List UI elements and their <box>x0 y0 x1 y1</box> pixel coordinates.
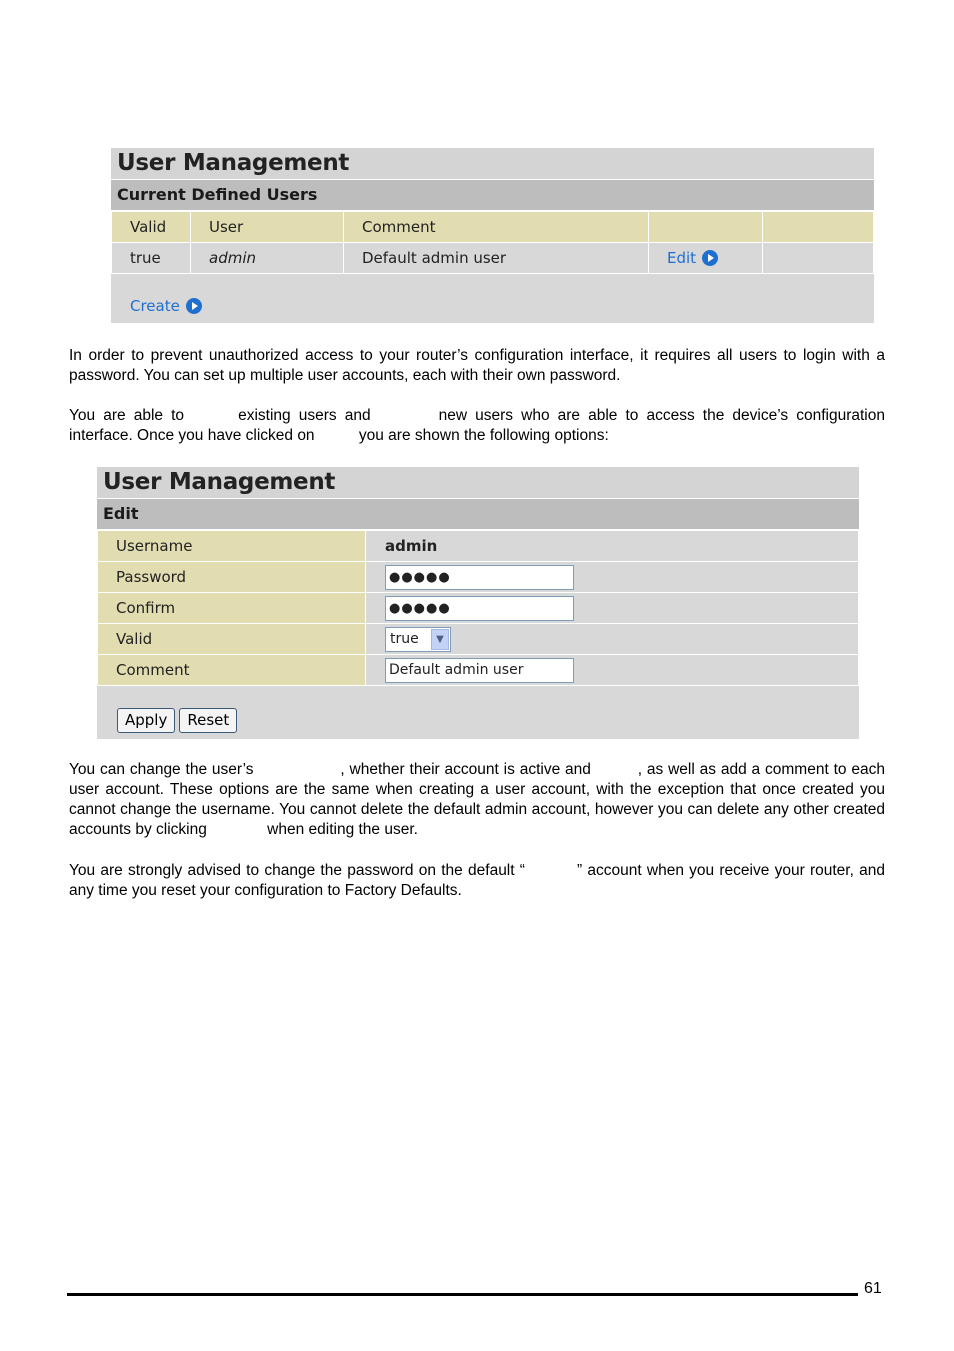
play-arrow-icon <box>186 298 202 314</box>
table-header-row <box>112 212 874 243</box>
form-row-password <box>98 562 859 593</box>
panel-title: User Management <box>97 467 859 499</box>
header-comment: Comment <box>344 212 649 243</box>
form-row-username <box>98 531 859 562</box>
table-row <box>112 243 874 274</box>
user-management-edit-panel <box>97 467 859 739</box>
valid-label: Valid <box>98 624 366 655</box>
cell-comment: Default admin user <box>344 243 649 274</box>
comment-cell <box>366 655 859 686</box>
header-blank-1 <box>649 212 763 243</box>
page-number: 61 <box>864 1280 882 1297</box>
chevron-down-icon[interactable]: ▼ <box>431 629 449 650</box>
edit-form <box>97 530 859 686</box>
text-part: You are strongly advised to change the password on the default “ <box>69 862 525 879</box>
valid-select-value: true <box>390 631 419 647</box>
text-part: ” account when you receive your router, and any time you reset your configuration to Factory Defaults. <box>69 862 886 899</box>
panel-subtitle: Edit <box>97 499 859 530</box>
cell-user: admin <box>191 243 344 274</box>
cell-valid: true <box>112 243 191 274</box>
paragraph-edit-options <box>69 760 885 840</box>
username-label: Username <box>98 531 366 562</box>
panel-subtitle: Current Defined Users <box>111 180 874 211</box>
confirm-input[interactable]: ●●●●● <box>385 596 574 621</box>
text-part: , as well as add a comment to each user account. These options are the same when creating a user account, with the exception that once created you cannot change the username. You cannot delete the default admin account, however you can delete any other created accounts by clicking <box>69 761 885 838</box>
cell-empty <box>763 243 874 274</box>
panel-title: User Management <box>111 148 874 180</box>
text-part: new users who are able to access the device’s configuration interface. Once you have clicked on <box>69 407 885 444</box>
play-arrow-icon <box>702 250 718 266</box>
comment-input[interactable]: Default admin user <box>385 658 574 683</box>
text-part: , whether their account is active and <box>340 761 591 778</box>
edit-link[interactable] <box>667 249 718 267</box>
form-buttons <box>97 686 859 733</box>
valid-select[interactable] <box>385 627 451 652</box>
paragraph-edit-create <box>69 406 885 446</box>
password-label: Password <box>98 562 366 593</box>
create-label: Create <box>130 297 180 315</box>
user-management-list-panel <box>111 148 874 323</box>
comment-label: Comment <box>98 655 366 686</box>
header-valid: Valid <box>112 212 191 243</box>
text-part: existing users and <box>238 407 371 424</box>
header-blank-2 <box>763 212 874 243</box>
confirm-cell <box>366 593 859 624</box>
text-part: when editing the user. <box>267 821 418 838</box>
text-part: you are shown the following options: <box>358 427 609 444</box>
confirm-label: Confirm <box>98 593 366 624</box>
apply-button[interactable]: Apply <box>117 708 175 733</box>
cell-edit <box>649 243 763 274</box>
password-cell <box>366 562 859 593</box>
footer-rule <box>67 1293 858 1296</box>
paragraph-advice <box>69 861 885 901</box>
create-link[interactable] <box>130 297 202 315</box>
users-table <box>111 211 874 274</box>
reset-button[interactable]: Reset <box>179 708 237 733</box>
form-row-comment <box>98 655 859 686</box>
create-row <box>111 274 874 315</box>
password-input[interactable]: ●●●●● <box>385 565 574 590</box>
text-part: You can change the user’s <box>69 761 254 778</box>
form-row-valid <box>98 624 859 655</box>
valid-cell <box>366 624 859 655</box>
header-user: User <box>191 212 344 243</box>
username-value: admin <box>366 531 859 562</box>
edit-label: Edit <box>667 249 697 267</box>
paragraph-intro: In order to prevent unauthorized access to your router’s configuration interface, it requires all users to login with a password. You can set up multiple user accounts, each with their own password. <box>69 347 885 384</box>
form-row-confirm <box>98 593 859 624</box>
text-part: You are able to <box>69 407 185 424</box>
